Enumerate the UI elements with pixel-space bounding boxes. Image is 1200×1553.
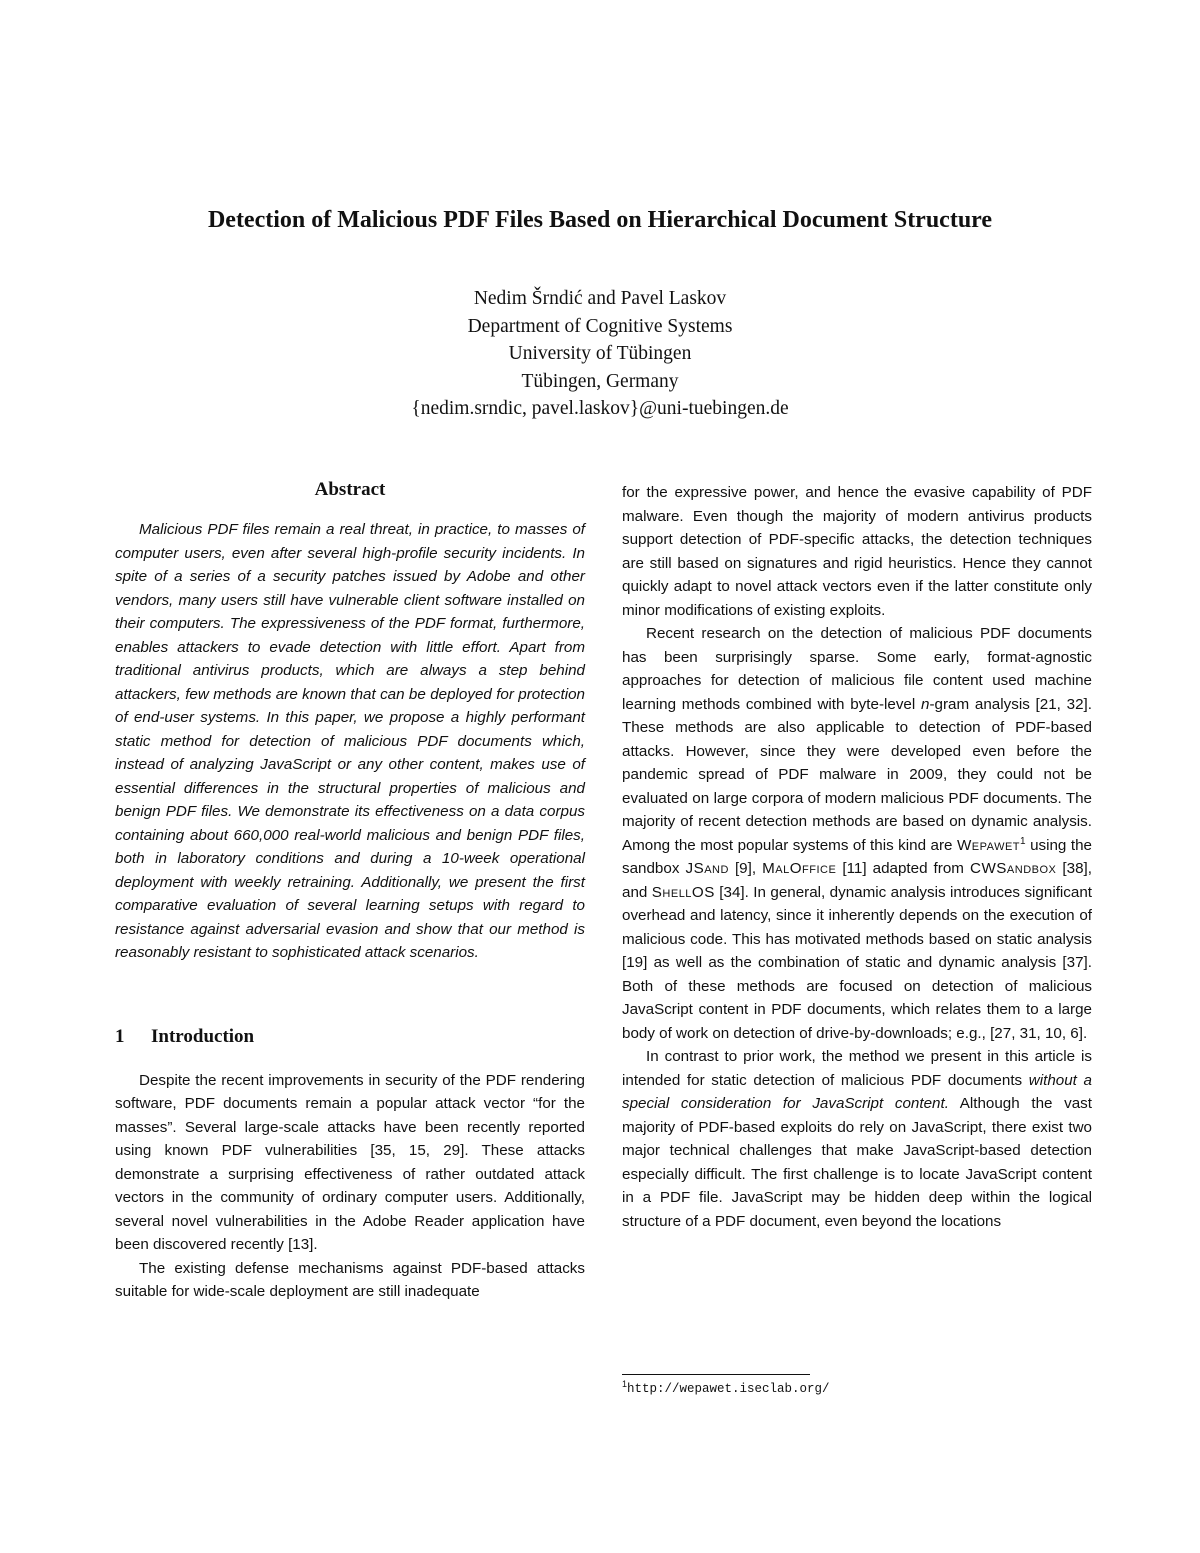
text-run: -gram analysis [21, 32]. These methods are also applicable to detection of PDF-based attacks. However, since they were developed even before the pandemic spread of PDF malware in 2009, they could not be evaluated on large corpora of modern malicious PDF documents. The majority of recent detection methods are based on dynamic analysis. Among the most popular systems of this kind are — [622, 695, 1092, 854]
intro-paragraph-2: The existing defense mechanisms against PDF-based attacks suitable for wide-scale deployment are still inadequate — [115, 1259, 585, 1300]
text-run: In contrast to prior work, the method we present in this article is intended for static detection of malicious PDF documents — [622, 1048, 1092, 1089]
section-number: 1 — [115, 1025, 125, 1047]
system-name-cwsandbox: CWSandbox — [969, 860, 1057, 877]
section-heading-introduction — [115, 1025, 585, 1049]
section-title: Introduction — [151, 1025, 255, 1047]
author-names: Nedim Šrndić and Pavel Laskov — [473, 288, 727, 309]
footnote — [622, 1378, 1092, 1397]
footnote-url[interactable]: http://wepawet.iseclab.org/ — [627, 1382, 830, 1396]
footnote-number: 1 — [622, 1378, 628, 1389]
text-run: using the sandbox — [622, 836, 1092, 877]
right-paragraph-1: for the expressive power, and hence the evasive capability of PDF malware. Even though the majority of modern antivirus products support detection of PDF-specific attacks, the detection techniques are still based on signatures and rigid heuristics. Hence they cannot quickly adapt to novel attack vectors even if the latter constitute only minor modifications of existing exploits. — [622, 484, 1092, 619]
text-run: Although the vast majority of PDF-based exploits do rely on JavaScript, there exist two major technical challenges that make JavaScript-based detection especially difficult. The first challenge is to locate JavaScript content in a PDF file. JavaScript may be hidden deep within the logical structure of a PDF document, even beyond the locations — [622, 1095, 1092, 1230]
system-name-shellos: ShellOS — [651, 883, 715, 901]
author-block — [200, 285, 1000, 423]
author-department: Department of Cognitive Systems — [467, 315, 733, 337]
system-name-wepawet: Wepawet — [956, 836, 1021, 854]
text-run: [11] adapted from — [836, 860, 964, 877]
paper-title: Detection of Malicious PDF Files Based on Hierarchical Document Structure — [207, 207, 993, 233]
system-name-maloffice: MalOffice — [762, 860, 837, 877]
intro-paragraph-1: Despite the recent improvements in security of the PDF rendering software, PDF documents remain a popular attack vector “for the masses”. Several large-scale attacks have been recently reported using known PDF vulnerabilities [35, 15, 29]. These attacks demonstrate a surprising effectiveness of rather outdated attack vectors in the community of ordinary computer users. Additionally, several novel vulnerabilities in the Adobe Reader application have been discovered recently [13]. — [115, 1071, 585, 1253]
author-email: {nedim.srndic, pavel.laskov}@uni-tuebingen.de — [411, 398, 789, 419]
text-run: [34]. In general, dynamic analysis introduces significant overhead and latency, since it inherently depends on the execution of malicious code. This has motivated methods based on static analysis [19] as well as the combination of static and dynamic analysis [37]. Both of these methods are focused on detection of malicious JavaScript content in PDF documents, which relates them to a large body of work on detection of drive-by-downloads; e.g., [27, 31, 10, 6]. — [622, 883, 1092, 1042]
abstract-text: Malicious PDF files remain a real threat, in practice, to masses of computer users, even after several high-profile security incidents. In spite of a series of a security patches issued by Adobe and other vendors, many users still have vulnerable client software installed on their computers. The expressiveness of the PDF format, furthermore, enables attackers to evade detection with little effort. Apart from traditional antivirus products, which are always a step behind attackers, few methods are known that can be deployed for protection of end-user systems. In this paper, we propose a highly performant static method for detection of malicious PDF documents which, instead of analyzing JavaScript or any other content, makes use of essential differences in the structural properties of malicious and benign PDF files. We demonstrate its effectiveness on a data corpus containing about 660,000 real-world malicious and benign PDF files, both in laboratory conditions and during a 10-week operational deployment with weekly retraining. Additionally, we present the first comparative evaluation of several learning setups with regard to resistance against adversarial evasion and show that our method is reasonably resistant to sophisticated attack scenarios. — [115, 521, 585, 961]
text-run: [9], — [728, 860, 757, 877]
emphasis-text: without a special consideration for JavaScript content. — [622, 1071, 1092, 1112]
right-paragraph-3 — [622, 1045, 1092, 1233]
author-location: Tübingen, Germany — [521, 370, 679, 392]
footnote-divider — [622, 1374, 810, 1375]
author-university: University of Tübingen — [508, 343, 692, 364]
system-name-jsand: JSand — [685, 860, 729, 877]
footnote-marker: 1 — [1020, 835, 1026, 847]
right-column — [622, 481, 1092, 1233]
abstract-heading: Abstract — [314, 479, 386, 500]
text-run: [38], and — [622, 860, 1092, 901]
left-column — [115, 478, 585, 1304]
right-paragraph-2 — [622, 622, 1092, 1045]
text-run: Recent research on the detection of malicious PDF documents has been surprisingly sparse. Some early, format-agnostic approaches for detection of malicious file content used machine learning methods combined with byte-level — [622, 625, 1092, 713]
n-gram-variable: n — [921, 695, 930, 713]
